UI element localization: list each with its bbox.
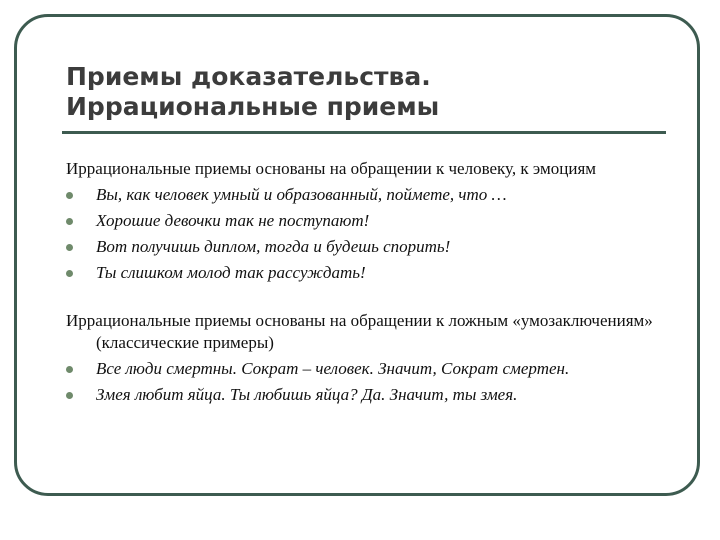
slide-title-line-1: Приемы доказательства. [66,62,431,91]
list-item-text: Ты слишком молод так рассуждать! [96,263,366,282]
title-divider [62,131,666,134]
bullet-icon [66,244,73,251]
slide-content [66,158,666,410]
slide-title [66,62,666,122]
list-item [66,210,666,232]
list-item-text: Змея любит яйца. Ты любишь яйца? Да. Значит, ты змея. [96,385,518,404]
bullet-icon [66,270,73,277]
bullet-icon [66,218,73,225]
list-item [66,184,666,206]
list-item [66,262,666,284]
list-item [66,236,666,258]
bullet-icon [66,392,73,399]
section-spacer [66,288,666,310]
section-2-list [66,358,666,406]
section-2-lead: Иррациональные приемы основаны на обращении к ложным «умозаключениям» (классические примеры) [66,311,653,352]
list-item-text: Вот получишь диплом, тогда и будешь спорить! [96,237,451,256]
section-1-list [66,184,666,284]
list-item [66,358,666,380]
bullet-icon [66,366,73,373]
list-item-text: Все люди смертны. Сократ – человек. Значит, Сократ смертен. [96,359,570,378]
list-item-text: Хорошие девочки так не поступают! [96,211,370,230]
list-item [66,384,666,406]
list-item-text: Вы, как человек умный и образованный, поймете, что … [96,185,507,204]
slide-title-line-2: Иррациональные приемы [66,92,440,121]
section-1-lead: Иррациональные приемы основаны на обращении к человеку, к эмоциям [66,159,597,178]
bullet-icon [66,192,73,199]
